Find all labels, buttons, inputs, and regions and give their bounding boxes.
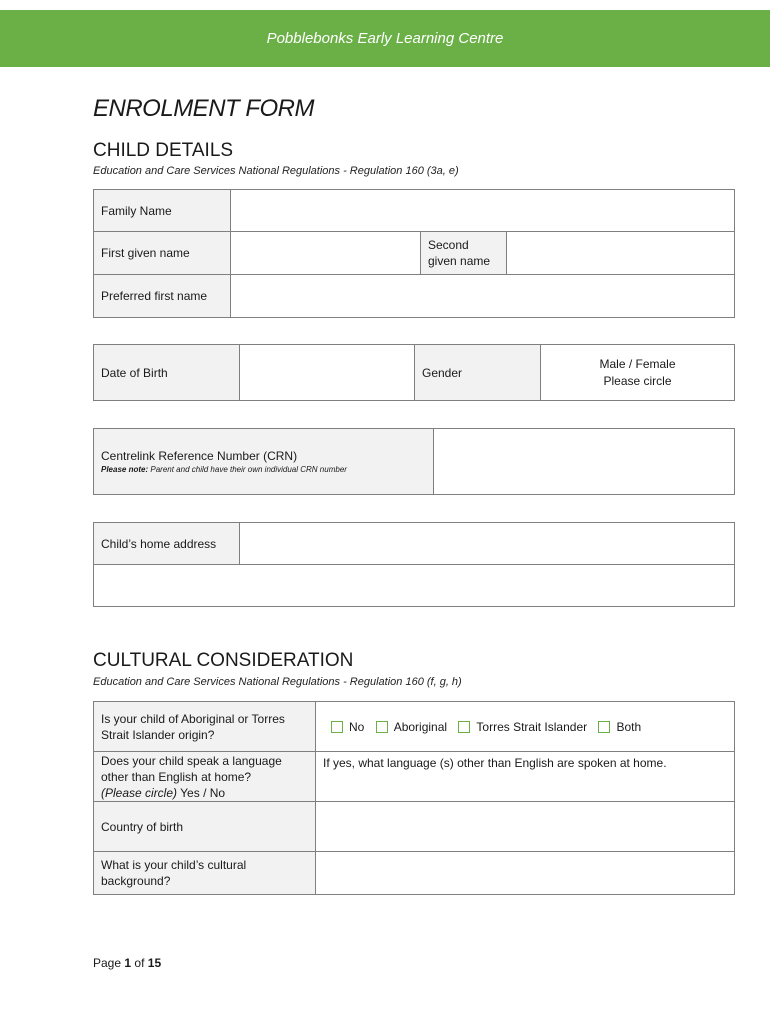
origin-both-checkbox[interactable]: [598, 721, 610, 733]
crn-note-prefix: Please note:: [101, 465, 149, 474]
form-title: ENROLMENT FORM: [93, 95, 314, 122]
crn-note: [101, 465, 426, 474]
second-given-name-field[interactable]: [507, 232, 735, 275]
origin-torres-strait-checkbox[interactable]: [458, 721, 470, 733]
country-of-birth-field[interactable]: [316, 802, 735, 852]
cultural-table: [93, 701, 735, 895]
origin-no-label: No: [349, 719, 365, 734]
family-name-field[interactable]: [231, 190, 735, 232]
footer-of-word: of: [134, 956, 145, 970]
birth-gender-table: [93, 344, 735, 401]
child-details-title: CHILD DETAILS: [93, 140, 234, 161]
child-details-regulation: Education and Care Services National Regulations - Regulation 160 (3a, e): [93, 165, 459, 177]
home-address-label: Child’s home address: [94, 523, 240, 565]
gender-instruction: Please circle: [603, 373, 672, 388]
footer-page-current: 1: [124, 956, 132, 970]
crn-label: Centrelink Reference Number (CRN): [101, 449, 298, 463]
second-given-name-label: Second given name: [421, 232, 507, 275]
language-followup-cell[interactable]: [316, 752, 735, 802]
date-of-birth-label: Date of Birth: [94, 345, 240, 401]
origin-options: [331, 720, 649, 734]
origin-no-checkbox[interactable]: [331, 721, 343, 733]
preferred-first-name-field[interactable]: [231, 275, 735, 318]
origin-question: Is your child of Aboriginal or Torres Strait Islander origin?: [94, 702, 316, 752]
origin-aboriginal-label: Aboriginal: [393, 719, 448, 734]
cultural-background-label: What is your child’s cultural background?: [94, 852, 316, 895]
centre-header-banner: [0, 10, 770, 67]
language-question-cell: [94, 752, 316, 802]
language-yes-no[interactable]: Yes / No: [180, 785, 226, 800]
home-address-table: [93, 522, 735, 607]
crn-note-text: Parent and child have their own individual CRN number: [150, 465, 347, 474]
crn-field[interactable]: [434, 429, 735, 495]
language-followup: If yes, what language (s) other than English are spoken at home.: [323, 756, 667, 770]
origin-both-label: Both: [616, 719, 642, 734]
footer-page-total: 15: [147, 956, 162, 970]
origin-torres-strait-label: Torres Strait Islander: [476, 719, 588, 734]
family-name-label: Family Name: [94, 190, 231, 232]
crn-label-cell: [94, 429, 434, 495]
child-names-table: [93, 189, 735, 318]
centre-name: Pobblebonks Early Learning Centre: [266, 30, 504, 47]
home-address-field-line2[interactable]: [94, 565, 735, 607]
origin-aboriginal-checkbox[interactable]: [376, 721, 388, 733]
gender-options: Male / Female: [599, 356, 676, 371]
gender-field[interactable]: [541, 345, 735, 401]
cultural-regulation: Education and Care Services National Regulations - Regulation 160 (f, g, h): [93, 676, 462, 688]
country-of-birth-label: Country of birth: [94, 802, 316, 852]
page-footer: [93, 956, 161, 970]
language-question: Does your child speak a language other than English at home?: [101, 753, 282, 784]
crn-table: [93, 428, 735, 495]
first-given-name-label: First given name: [94, 232, 231, 275]
home-address-field-line1[interactable]: [240, 523, 735, 565]
footer-page-word: Page: [93, 956, 122, 970]
origin-options-cell: [316, 702, 735, 752]
date-of-birth-field[interactable]: [240, 345, 415, 401]
cultural-background-field[interactable]: [316, 852, 735, 895]
language-instruction: (Please circle): [101, 785, 178, 800]
preferred-first-name-label: Preferred first name: [94, 275, 231, 318]
gender-label: Gender: [415, 345, 541, 401]
cultural-title: CULTURAL CONSIDERATION: [93, 650, 354, 671]
first-given-name-field[interactable]: [231, 232, 421, 275]
